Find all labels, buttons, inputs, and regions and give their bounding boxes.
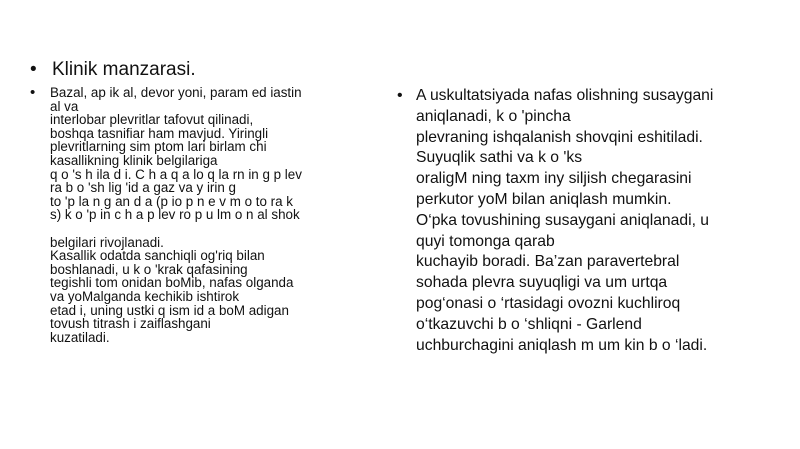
text-line: Bazal, ap ik al, devor yoni, param ed iastin xyxy=(50,85,302,100)
text-line: perkutor yoM bilan aniqlash mumkin. xyxy=(416,190,672,208)
text-line: o‘tkazuvchi b o ‘shliqni - Garlend xyxy=(416,315,642,333)
text-line: sohada plevra suyuqligi va um urtqa xyxy=(416,274,668,292)
text-line: pog‘onasi o ‘rtasidagi ovozni kuchliroq xyxy=(416,294,681,312)
right-text-column xyxy=(397,86,777,356)
text-line: al va xyxy=(50,98,79,114)
text-line: tegishli tom onidan boMib, nafas olganda xyxy=(50,275,294,291)
text-line: O‘pka tovushining susaygani aniqlanadi, u xyxy=(416,211,710,229)
text-line: belgilari rivojlanadi. xyxy=(50,234,164,250)
bullet-dot-icon: • xyxy=(397,87,403,104)
text-line: kuchayib boradi. Ba’zan paravertebral xyxy=(416,253,680,271)
text-line: Kasallik odatda sanchiqli og'riq bilan xyxy=(50,248,265,264)
text-line: q o 's h ila d i. C h a q a lo q la rn in g p lev xyxy=(50,166,302,182)
text-line: tovush titrash i zaiflashgani xyxy=(50,316,211,332)
text-line: boshqa tasnifiar ham mavjud. Yiringli xyxy=(50,125,269,141)
text-line: kasallikning klinik belgilariga xyxy=(50,152,218,168)
text-line: to 'p la n g an d a (p io p n e v m o to ra k xyxy=(50,193,293,209)
text-line: plevraning ishqalanish shovqini eshitiladi. xyxy=(416,128,703,146)
text-line: etad i, uning ustki q ism id a boM adigan xyxy=(50,302,289,318)
bullet-dot-icon: • xyxy=(30,84,36,101)
slide-heading xyxy=(30,58,196,82)
text-line: s) k o 'p in c h a p lev ro p u lm o n al shok xyxy=(50,207,300,223)
bullet-dot-icon: • xyxy=(30,59,37,80)
text-line: uchburchagini aniqlash m um kin b o ‘ladi. xyxy=(416,336,708,354)
text-line: kuzatiladi. xyxy=(50,329,110,345)
text-line: ra b o 'sh lig 'id a gaz va y irin g xyxy=(50,180,236,196)
text-line: Suyuqlik sathi va k o 'ks xyxy=(416,149,583,167)
text-line: A uskultatsiyada nafas olishning susaygani xyxy=(416,87,714,104)
text-line: aniqlanadi, k o 'pincha xyxy=(416,107,571,125)
text-line: boshlanadi, u k o 'krak qafasining xyxy=(50,261,248,277)
heading-text: Klinik manzarasi. xyxy=(52,59,196,80)
text-line: va yoMalganda kechikib ishtirok xyxy=(50,288,240,304)
text-line: interlobar plevritlar tafovut qilinadi, xyxy=(50,112,254,128)
text-line: oraligM ning taxm iny siljish chegarasini xyxy=(416,170,692,188)
right-paragraph xyxy=(416,86,777,356)
text-line: quyi tomonga qarab xyxy=(416,232,555,250)
line-gap xyxy=(50,222,370,236)
left-paragraph xyxy=(50,86,370,344)
left-text-column xyxy=(30,86,370,344)
text-line: plevritlarning sim ptom lari birlam chi xyxy=(50,139,267,155)
